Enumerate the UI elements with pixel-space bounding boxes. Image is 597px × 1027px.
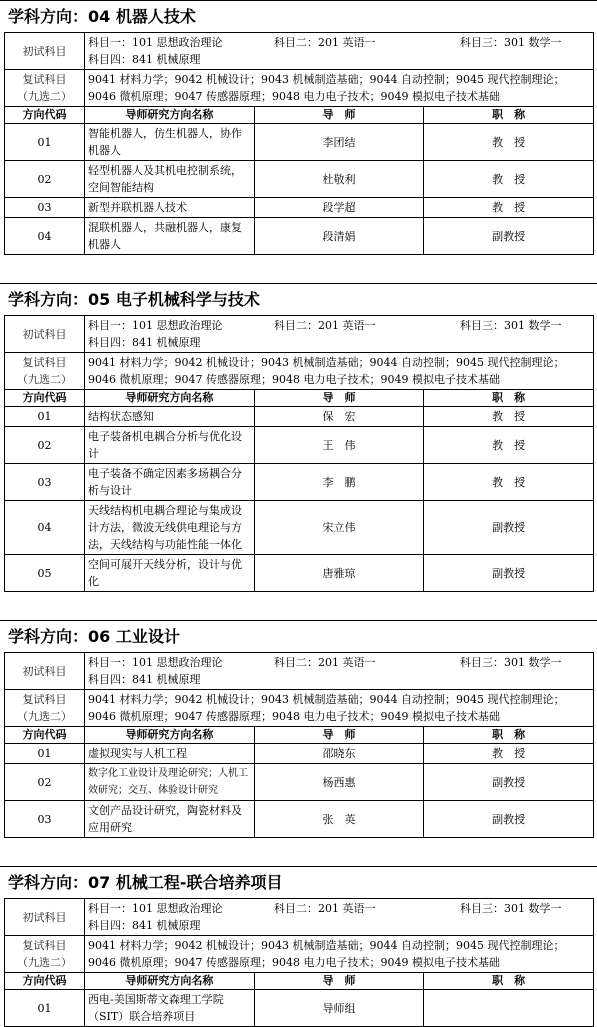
subject-item: 科目二：201 英语一 bbox=[274, 36, 376, 49]
subject-item: 科目四：841 机械原理 bbox=[88, 336, 201, 349]
advisor-title: 副教授 bbox=[424, 801, 594, 838]
table-row bbox=[5, 990, 594, 1027]
advisor-name: 杨西惠 bbox=[254, 764, 424, 801]
advisor-title: 教 授 bbox=[424, 198, 594, 218]
advisor-title: 教 授 bbox=[424, 124, 594, 161]
direction-name: 电子装备不确定因素多场耦合分析与设计 bbox=[85, 464, 255, 501]
table-header: 方向代码 导师研究方向名称 导 师 职 称 bbox=[5, 390, 594, 407]
retest-subjects: 9041 材料力学；9042 机械设计；9043 机械制造基础；9044 自动控制；9045 现代控制理论； 9046 微机原理；9047 传感器原理；9048 电力电子技术；9049 模拟电子技术基础 bbox=[85, 353, 594, 390]
direction-name: 虚拟现实与人机工程 bbox=[85, 744, 255, 764]
direction-name: 数字化工业设计及理论研究；人机工效研究；交互、体验设计研究 bbox=[85, 764, 255, 801]
advisor-name: 王 伟 bbox=[254, 427, 424, 464]
advisor-title: 副教授 bbox=[424, 501, 594, 555]
direction-name: 空间可展开天线分析，设计与优化 bbox=[85, 555, 255, 592]
advisor-name: 导师组 bbox=[254, 990, 424, 1027]
table-header: 方向代码 导师研究方向名称 导 师 职 称 bbox=[5, 727, 594, 744]
direction-code: 02 bbox=[5, 764, 85, 801]
subject-item: 科目一：101 思想政治理论 bbox=[88, 902, 223, 915]
subjects-table bbox=[4, 652, 594, 838]
direction-code: 01 bbox=[5, 744, 85, 764]
advisor-title: 教 授 bbox=[424, 744, 594, 764]
table-row bbox=[5, 555, 594, 592]
advisor-title: 教 授 bbox=[424, 407, 594, 427]
direction-name: 轻型机器人及其机电控制系统，空间智能结构 bbox=[85, 161, 255, 198]
direction-code: 03 bbox=[5, 464, 85, 501]
retest-subjects: 9041 材料力学；9042 机械设计；9043 机械制造基础；9044 自动控制；9045 现代控制理论； 9046 微机原理；9047 传感器原理；9048 电力电子技术；9049 模拟电子技术基础 bbox=[85, 70, 594, 107]
direction-name: 智能机器人，仿生机器人，协作机器人 bbox=[85, 124, 255, 161]
table-row bbox=[5, 501, 594, 555]
direction-name: 新型并联机器人技术 bbox=[85, 198, 255, 218]
direction-code: 04 bbox=[5, 218, 85, 255]
direction-code: 02 bbox=[5, 427, 85, 464]
direction-code: 03 bbox=[5, 801, 85, 838]
initial-subjects bbox=[85, 899, 594, 936]
advisor-title: 教 授 bbox=[424, 464, 594, 501]
table-row bbox=[5, 427, 594, 464]
subject-item: 科目四：841 机械原理 bbox=[88, 919, 201, 932]
table-header: 方向代码 导师研究方向名称 导 师 职 称 bbox=[5, 107, 594, 124]
table-row bbox=[5, 407, 594, 427]
advisor-title: 教 授 bbox=[424, 161, 594, 198]
advisor-name: 李 鹏 bbox=[254, 464, 424, 501]
subject-item: 科目三：301 数学一 bbox=[460, 656, 562, 669]
subjects-table bbox=[4, 898, 594, 1027]
advisor-title: 教 授 bbox=[424, 427, 594, 464]
subject-item: 科目三：301 数学一 bbox=[460, 36, 562, 49]
direction-code: 05 bbox=[5, 555, 85, 592]
subject-item: 科目一：101 思想政治理论 bbox=[88, 656, 223, 669]
initial-subjects-label: 初试科目 bbox=[5, 653, 85, 690]
subject-item: 科目四：841 机械原理 bbox=[88, 673, 201, 686]
table-row bbox=[5, 764, 594, 801]
direction-code: 02 bbox=[5, 161, 85, 198]
subject-item: 科目二：201 英语一 bbox=[274, 319, 376, 332]
retest-subjects: 9041 材料力学；9042 机械设计；9043 机械制造基础；9044 自动控制；9045 现代控制理论； 9046 微机原理；9047 传感器原理；9048 电力电子技术；9049 模拟电子技术基础 bbox=[85, 936, 594, 973]
retest-subjects-label: 复试科目 （九选二） bbox=[5, 690, 85, 727]
initial-subjects-label: 初试科目 bbox=[5, 33, 85, 70]
subjects-table bbox=[4, 315, 594, 592]
direction-code: 01 bbox=[5, 407, 85, 427]
direction-name: 结构状态感知 bbox=[85, 407, 255, 427]
advisor-name: 李团结 bbox=[254, 124, 424, 161]
subject-item: 科目二：201 英语一 bbox=[274, 902, 376, 915]
direction-name: 文创产品设计研究，陶瓷材料及应用研究 bbox=[85, 801, 255, 838]
advisor-name: 段学超 bbox=[254, 198, 424, 218]
section-title: 学科方向：07 机械工程-联合培养项目 bbox=[0, 866, 597, 898]
direction-code: 03 bbox=[5, 198, 85, 218]
advisor-title: 副教授 bbox=[424, 218, 594, 255]
direction-name: 西电-美国斯蒂文森理工学院（SIT）联合培养项目 bbox=[85, 990, 255, 1027]
initial-subjects bbox=[85, 653, 594, 690]
advisor-title: 副教授 bbox=[424, 764, 594, 801]
direction-name: 电子装备机电耦合分析与优化设计 bbox=[85, 427, 255, 464]
retest-subjects: 9041 材料力学；9042 机械设计；9043 机械制造基础；9044 自动控制；9045 现代控制理论； 9046 微机原理；9047 传感器原理；9048 电力电子技术；9049 模拟电子技术基础 bbox=[85, 690, 594, 727]
retest-subjects-label: 复试科目 （九选二） bbox=[5, 70, 85, 107]
subject-item: 科目四：841 机械原理 bbox=[88, 53, 201, 66]
direction-code: 04 bbox=[5, 501, 85, 555]
advisor-title bbox=[424, 990, 594, 1027]
subject-item: 科目三：301 数学一 bbox=[460, 902, 562, 915]
subject-item: 科目二：201 英语一 bbox=[274, 656, 376, 669]
table-header: 方向代码 导师研究方向名称 导 师 职 称 bbox=[5, 973, 594, 990]
discipline-section bbox=[0, 620, 597, 866]
initial-subjects bbox=[85, 316, 594, 353]
initial-subjects-label: 初试科目 bbox=[5, 899, 85, 936]
advisor-title: 副教授 bbox=[424, 555, 594, 592]
section-title: 学科方向：04 机器人技术 bbox=[0, 0, 597, 32]
subject-item: 科目一：101 思想政治理论 bbox=[88, 319, 223, 332]
retest-subjects-label: 复试科目 （九选二） bbox=[5, 936, 85, 973]
discipline-section bbox=[0, 283, 597, 620]
section-title: 学科方向：05 电子机械科学与技术 bbox=[0, 283, 597, 315]
advisor-name: 唐雅琼 bbox=[254, 555, 424, 592]
direction-code: 01 bbox=[5, 124, 85, 161]
advisor-name: 保 宏 bbox=[254, 407, 424, 427]
direction-name: 天线结构机电耦合理论与集成设计方法，微波无线供电理论与方法，天线结构与功能性能一体化 bbox=[85, 501, 255, 555]
discipline-section bbox=[0, 866, 597, 1027]
table-row bbox=[5, 161, 594, 198]
table-row bbox=[5, 218, 594, 255]
discipline-section bbox=[0, 0, 597, 283]
subject-item: 科目三：301 数学一 bbox=[460, 319, 562, 332]
table-row bbox=[5, 464, 594, 501]
table-row bbox=[5, 744, 594, 764]
advisor-name: 杜敬利 bbox=[254, 161, 424, 198]
table-row bbox=[5, 198, 594, 218]
table-row bbox=[5, 124, 594, 161]
initial-subjects-label: 初试科目 bbox=[5, 316, 85, 353]
table-row bbox=[5, 801, 594, 838]
section-title: 学科方向：06 工业设计 bbox=[0, 620, 597, 652]
advisor-name: 邵晓东 bbox=[254, 744, 424, 764]
advisor-name: 张 英 bbox=[254, 801, 424, 838]
initial-subjects bbox=[85, 33, 594, 70]
direction-name: 混联机器人，共融机器人，康复机器人 bbox=[85, 218, 255, 255]
subject-item: 科目一：101 思想政治理论 bbox=[88, 36, 223, 49]
retest-subjects-label: 复试科目 （九选二） bbox=[5, 353, 85, 390]
direction-code: 01 bbox=[5, 990, 85, 1027]
subjects-table bbox=[4, 32, 594, 255]
advisor-name: 宋立伟 bbox=[254, 501, 424, 555]
advisor-name: 段清娟 bbox=[254, 218, 424, 255]
